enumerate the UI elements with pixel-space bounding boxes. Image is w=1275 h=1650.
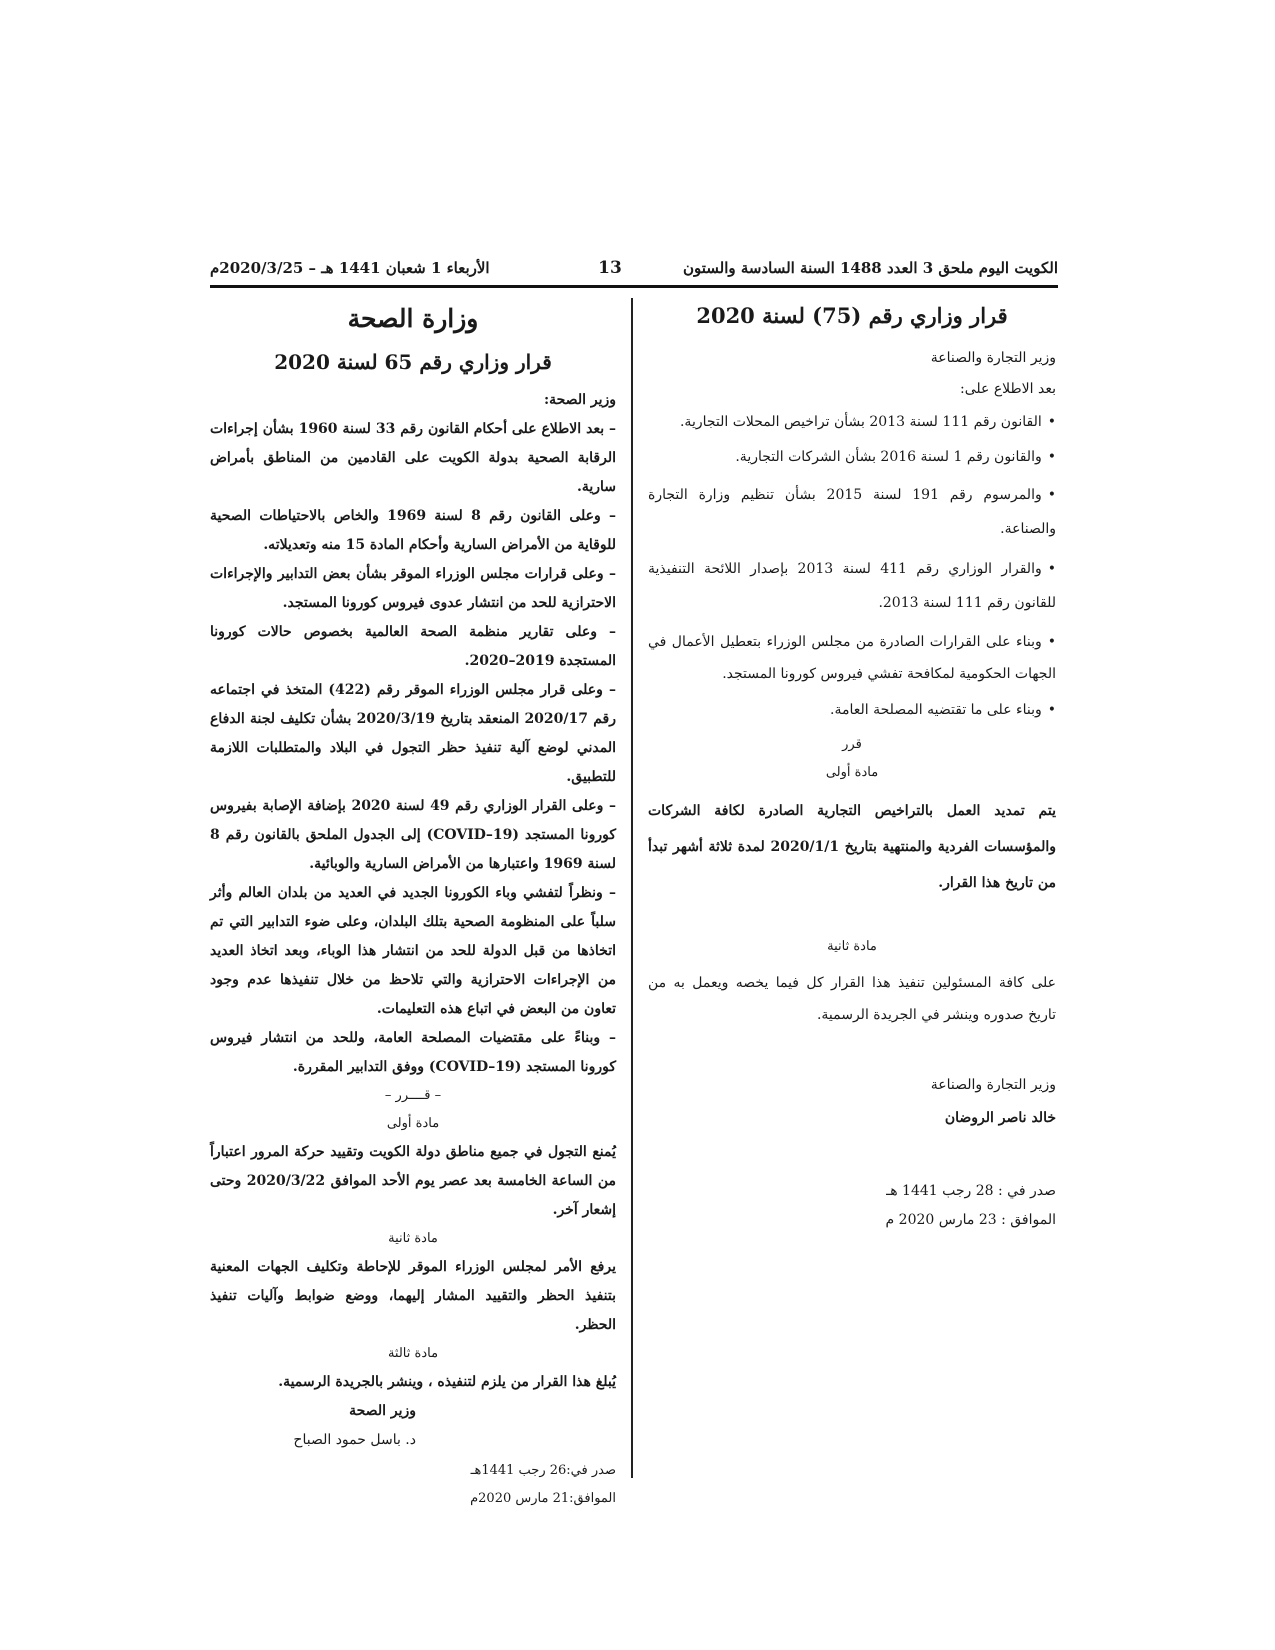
signature-name: خالد ناصر الروضان xyxy=(944,1110,1056,1126)
ministry-of-health-heading: وزارة الصحة xyxy=(347,304,479,333)
decided-label: – قــــرر – xyxy=(384,1088,442,1103)
article-1-text: يُمنع التجول في جميع مناطق دولة الكويت وتقييد حركة المرور اعتباراً من الساعة الخامسة بعد عصر يوم الأحد الموافق 2020/3/22 وحتى إشعار آخر. xyxy=(210,1144,616,1218)
corresponding-date: الموافق:21 مارس 2020م xyxy=(470,1491,616,1506)
preamble-item: – وعلى تقارير منظمة الصحة العالمية بخصوص حالات كورونا المستجدة 2019–2020. xyxy=(210,624,616,669)
preamble-item: – وبناءً على مقتضيات المصلحة العامة، وللحد من انتشار فيروس كورونا المستجد (COVID–19) ووفق التدابير المقررة. xyxy=(210,1030,616,1075)
article-2-title: مادة ثانية xyxy=(827,939,877,954)
bullet-dot-icon: • xyxy=(1047,414,1056,430)
bullet-item: •وبناء على ما تقتضيه المصلحة العامة. xyxy=(648,696,1056,725)
header-publication: الكويت اليوم ملحق 3 العدد 1488 السنة السادسة والستون xyxy=(682,259,1058,277)
bullet-dot-icon: • xyxy=(1047,487,1056,503)
article-3-title: مادة ثالثة xyxy=(387,1346,439,1361)
decision-65-title: قرار وزاري رقم 65 لسنة 2020 xyxy=(274,350,552,374)
article-1-title: مادة أولى xyxy=(825,765,879,780)
article-3-text: يُبلغ هذا القرار من يلزم لتنفيذه ، وينشر بالجريدة الرسمية. xyxy=(278,1374,616,1390)
bullet-item: •القانون رقم 111 لسنة 2013 بشأن تراخيص المحلات التجارية. xyxy=(648,408,1056,437)
preamble-item: – ونظراً لتفشي وباء الكورونا الجديد في العديد من بلدان العالم وأثر سلباً على المنظومة الصحية بتلك البلدان، وعلى ضوء التدابير التي تم اتخاذها من قبل الدولة للحد من انتشار هذا الوباء، وبعد اتخاذ العديد من الإجراءات الاحترازية والتي تلاحظ من خلال تنفيذها عدم وجود تعاون من البعض في اتباع هذه التعليمات. xyxy=(210,885,617,1017)
decided-label: قرر xyxy=(842,737,862,752)
preamble-item: – وعلى القرار الوزاري رقم 49 لسنة 2020 بإضافة الإصابة بفيروس كورونا المستجد (COVID–19) إلى الجدول الملحق بالقانون رقم 8 لسنة 1969 واعتبارها من الأمراض السارية والوبائية. xyxy=(210,798,616,872)
article-2-text: على كافة المسئولين تنفيذ هذا القرار كل فيما يخصه ويعمل به من تاريخ صدوره وينشر في الجريدة الرسمية. xyxy=(648,975,1056,1023)
bullet-dot-icon: • xyxy=(1047,561,1056,577)
signature-name: د. باسل حمود الصباح xyxy=(293,1432,416,1448)
signature-title: وزير الصحة xyxy=(349,1403,416,1419)
after-review-label: بعد الاطلاع على: xyxy=(960,381,1056,397)
corresponding-date: الموافق : 23 مارس 2020 م xyxy=(885,1212,1056,1228)
bullet-dot-icon: • xyxy=(1047,449,1056,465)
bullet-item: •وبناء على القرارات الصادرة من مجلس الوزراء بتعطيل الأعمال في الجهات الحكومية لمكافحة تفشي فيروس كورونا المستجد. xyxy=(648,626,1056,690)
preamble-item: – وعلى القانون رقم 8 لسنة 1969 والخاص بالاحتياطات الصحية للوقاية من الأمراض السارية وأحكام المادة 15 منه وتعديلاته. xyxy=(210,508,616,553)
header-page-number: 13 xyxy=(598,258,622,278)
preamble-item: – بعد الاطلاع على أحكام القانون رقم 33 لسنة 1960 بشأن إجراءات الرقابة الصحية بدولة الكويت على القادمين من المناطق بأمراض سارية. xyxy=(210,421,617,495)
health-minister-label: وزير الصحة: xyxy=(543,392,616,408)
signature-title: وزير التجارة والصناعة xyxy=(930,1077,1056,1093)
decision-75-title: قرار وزاري رقم (75) لسنة 2020 xyxy=(696,303,1008,328)
header-rule xyxy=(210,285,1058,288)
bullet-dot-icon: • xyxy=(1047,702,1056,718)
preamble-item: – وعلى قرارات مجلس الوزراء الموقر بشأن بعض التدابير والإجراءات الاحترازية للحد من انتشار عدوى فيروس كورونا المستجد. xyxy=(210,566,616,611)
article-1-text: يتم تمديد العمل بالتراخيص التجارية الصادرة لكافة الشركات والمؤسسات الفردية والمنتهية بتاريخ 2020/1/1 لمدة ثلاثة أشهر تبدأ من تاريخ هذا القرار. xyxy=(648,803,1056,891)
article-2-text: يرفع الأمر لمجلس الوزراء الموقر للإحاطة وتكليف الجهات المعنية بتنفيذ الحظر والتقييد المشار إليهما، ووضع ضوابط وآليات تنفيذ الحظر. xyxy=(210,1259,616,1333)
issued-date: صدر في : 28 رجب 1441 هـ xyxy=(886,1183,1056,1199)
bullet-item: •والمرسوم رقم 191 لسنة 2015 بشأن تنظيم وزارة التجارة والصناعة. xyxy=(648,478,1056,546)
header-date: الأربعاء 1 شعبان 1441 هـ – 2020/3/25م xyxy=(210,259,490,277)
bullet-item: •والقرار الوزاري رقم 411 لسنة 2013 بإصدار اللائحة التنفيذية للقانون رقم 111 لسنة 2013. xyxy=(648,552,1056,620)
column-divider xyxy=(631,298,633,1478)
preamble-item: – وعلى قرار مجلس الوزراء الموقر رقم (422) المتخذ في اجتماعه رقم 2020/17 المنعقد بتاريخ 2020/3/19 بشأن تكليف لجنة الدفاع المدني لوضع آلية تنفيذ حظر التجول في البلاد والمتطلبات اللازمة للتطبيق. xyxy=(210,682,616,785)
decision-65-column xyxy=(210,296,616,1513)
bullet-item: •والقانون رقم 1 لسنة 2016 بشأن الشركات التجارية. xyxy=(648,443,1056,472)
decision-75-column xyxy=(648,296,1056,1235)
bullet-dot-icon: • xyxy=(1047,634,1056,650)
article-2-title: مادة ثانية xyxy=(388,1231,438,1246)
commerce-minister-label: وزير التجارة والصناعة xyxy=(930,350,1056,366)
page-header xyxy=(210,256,1058,280)
article-1-title: مادة أولى xyxy=(386,1116,440,1131)
issued-date: صدر في:26 رجب 1441هـ xyxy=(470,1463,616,1478)
